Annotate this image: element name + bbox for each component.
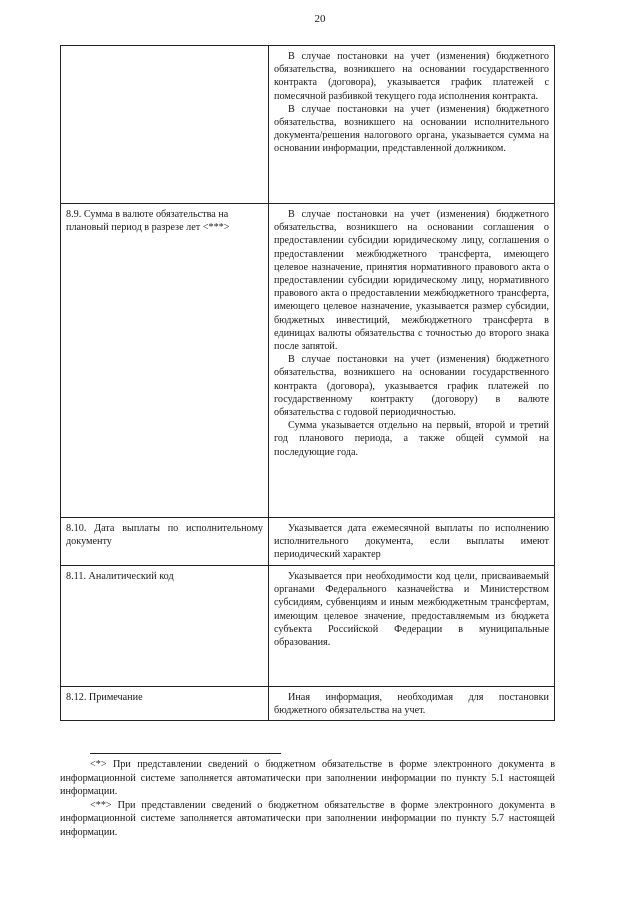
requirements-table xyxy=(60,45,555,721)
footnote: <*> При представлении сведений о бюджетном обязательстве в форме электронного документа в информационной системе заполняется автоматически при заполнении информации по пункту 5.1 настоящей информации. xyxy=(60,759,555,797)
description-paragraph: Иная информация, необходимая для постановки бюджетного обязательства на учет. xyxy=(274,692,549,717)
field-name-cell: 8.9. Сумма в валюте обязательства на плановый период в разрезе лет <***> xyxy=(61,204,269,518)
field-description-cell xyxy=(269,566,555,687)
footnote: <**> При представлении сведений о бюджетном обязательстве в форме электронного документа в информационной системе заполняется автоматически при заполнении информации по пункту 5.7 настоящей информации. xyxy=(60,799,555,838)
table-row xyxy=(61,566,555,687)
page-number: 20 xyxy=(314,13,326,25)
field-name-cell: 8.10. Дата выплаты по исполнительному документу xyxy=(61,518,269,566)
description-paragraph: В случае постановки на учет (изменения) бюджетного обязательства, возникшего на основании соглашения о предоставлении субсидии юридическому лицу, соглашения о предоставлении межбюджетного трансферта, имеющего целевое назначение, принятия нормативного правового акта о предоставлении субсидии юридическому лицу, нормативного правового акта о предоставлении межбюджетного трансферта, имеющего целевое назначение, указывается размер субсидии, бюджетных инвестиций, межбюджетного трансферта в единицах валюты обязательства с точностью до второго знака после запятой. xyxy=(274,209,549,353)
description-paragraph: Указывается при необходимости код цели, присваиваемый органами Федерального казначейства и Министерством субсидиям, субвенциям и иным межбюджетным трансфертам, имеющим целевое значение, предоставляемым из бюджета субъекта Российской Федерации в муниципальные образования. xyxy=(274,571,549,649)
description-paragraph: В случае постановки на учет (изменения) бюджетного обязательства, возникшего на основании государственного контракта (договора), указывается график платежей по государственному контракту (договору) в валюте обязательства с годовой периодичностью. xyxy=(274,354,549,419)
description-paragraph: Указывается дата ежемесячной выплаты по исполнению исполнительного документа, если выплаты имеют периодический характер xyxy=(274,523,549,561)
footnote-separator xyxy=(90,753,281,754)
field-description-cell xyxy=(269,46,555,204)
description-paragraph: В случае постановки на учет (изменения) бюджетного обязательства, возникшего на основании исполнительного документа/решения налогового органа, указывается сумма на основании информации, представленной должником. xyxy=(274,103,549,155)
table-row xyxy=(61,46,555,204)
description-paragraph: Сумма указывается отдельно на первый, второй и третий год планового периода, а также общей суммой на последующие года. xyxy=(274,420,549,458)
field-name-cell xyxy=(61,46,269,204)
table-row xyxy=(61,518,555,566)
table-row xyxy=(61,204,555,518)
table-row xyxy=(61,687,555,721)
field-description-cell xyxy=(269,687,555,721)
footnotes xyxy=(60,758,555,839)
field-description-cell xyxy=(269,518,555,566)
field-name-cell: 8.12. Примечание xyxy=(61,687,269,721)
field-name-cell: 8.11. Аналитический код xyxy=(61,566,269,687)
field-description-cell xyxy=(269,204,555,518)
description-paragraph: В случае постановки на учет (изменения) бюджетного обязательства, возникшего на основании государственного контракта (договора), указывается график платежей с помесячной разбивкой текущего года исполнения контракта. xyxy=(274,51,549,102)
